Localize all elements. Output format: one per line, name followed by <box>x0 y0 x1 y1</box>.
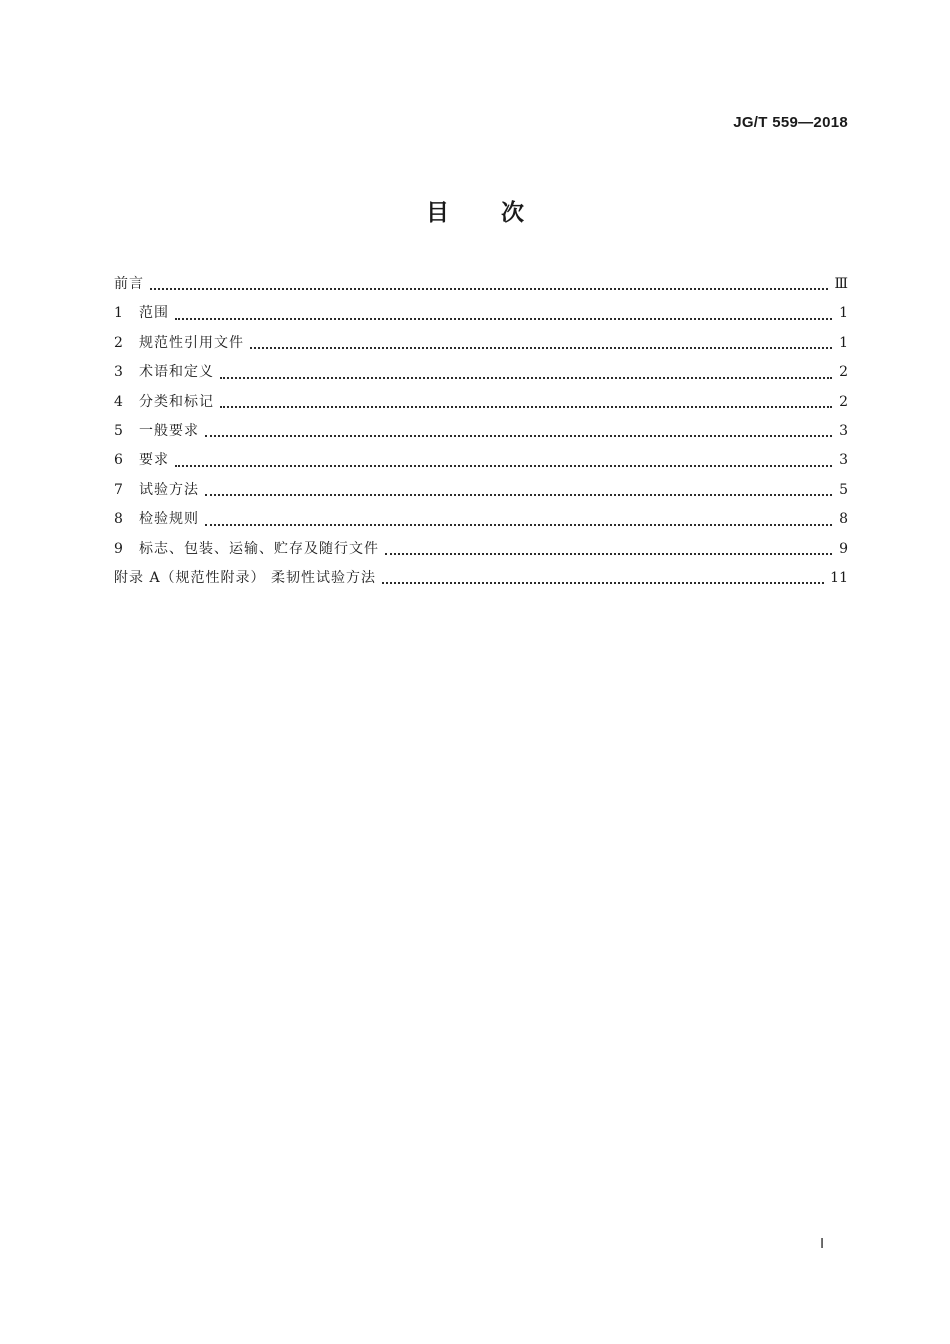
title-char-2: 次 <box>501 200 524 226</box>
toc-entry-general-requirements[interactable] <box>114 417 848 446</box>
toc-entry-requirements[interactable] <box>114 446 848 475</box>
toc-entry-number: 4 <box>114 393 123 410</box>
page-number: Ⅰ <box>820 1237 824 1252</box>
toc-entry-page: 3 <box>839 452 848 469</box>
toc-entry-title: 要求 <box>139 452 169 469</box>
title-char-1: 目 <box>426 200 449 226</box>
toc-entry-title: 前言 <box>114 275 144 292</box>
toc-entry-title: 试验方法 <box>139 481 199 498</box>
toc-leader-dots <box>175 299 832 328</box>
toc-entry-marking-packaging[interactable] <box>114 535 848 564</box>
toc-entry-terms-definitions[interactable] <box>114 358 848 387</box>
toc-entry-page: Ⅲ <box>834 275 848 292</box>
toc-entry-page: 9 <box>839 540 848 557</box>
toc-leader-dots <box>385 535 832 564</box>
toc-entry-number: 1 <box>114 305 123 322</box>
toc-entry-number: 3 <box>114 364 123 381</box>
toc-entry-page: 1 <box>839 305 848 322</box>
toc-entry-page: 3 <box>839 422 848 439</box>
toc-entry-title: 范围 <box>139 305 169 322</box>
toc-leader-dots <box>250 329 832 358</box>
toc-entry-title: 检验规则 <box>139 511 199 528</box>
toc-entry-inspection-rules[interactable] <box>114 505 848 534</box>
toc-leader-dots <box>382 564 824 593</box>
toc-entry-title: 标志、包装、运输、贮存及随行文件 <box>139 540 379 557</box>
table-of-contents <box>114 270 848 593</box>
toc-leader-dots <box>175 446 832 475</box>
toc-leader-dots <box>150 270 828 299</box>
toc-entry-page: 2 <box>839 393 848 410</box>
toc-entry-title: 一般要求 <box>139 422 199 439</box>
toc-leader-dots <box>205 476 832 505</box>
toc-entry-number: 7 <box>114 481 123 498</box>
toc-entry-foreword[interactable] <box>114 270 848 299</box>
toc-entry-number: 2 <box>114 334 123 351</box>
toc-entry-number: 9 <box>114 540 123 557</box>
toc-leader-dots <box>220 388 832 417</box>
toc-entry-classification-marking[interactable] <box>114 388 848 417</box>
toc-entry-number: 6 <box>114 452 123 469</box>
toc-entry-number: 8 <box>114 511 123 528</box>
toc-entry-page: 5 <box>839 481 848 498</box>
toc-entry-title: 分类和标记 <box>139 393 214 410</box>
toc-entry-annex-a[interactable] <box>114 564 848 593</box>
toc-entry-page: 11 <box>830 569 848 586</box>
toc-leader-dots <box>205 505 832 534</box>
toc-entry-title: 规范性引用文件 <box>139 334 244 351</box>
toc-entry-number: 5 <box>114 422 123 439</box>
toc-entry-page: 2 <box>839 364 848 381</box>
toc-entry-page: 8 <box>839 511 848 528</box>
toc-entry-title: 术语和定义 <box>139 364 214 381</box>
toc-entry-page: 1 <box>839 334 848 351</box>
page-title <box>0 194 950 227</box>
toc-leader-dots <box>220 358 832 387</box>
toc-leader-dots <box>205 417 832 446</box>
toc-entry-test-methods[interactable] <box>114 476 848 505</box>
toc-entry-title: 附录 A（规范性附录） 柔韧性试验方法 <box>114 569 377 586</box>
standard-code: JG/T 559—2018 <box>733 114 848 131</box>
toc-entry-normative-references[interactable] <box>114 329 848 358</box>
toc-entry-scope[interactable] <box>114 299 848 328</box>
